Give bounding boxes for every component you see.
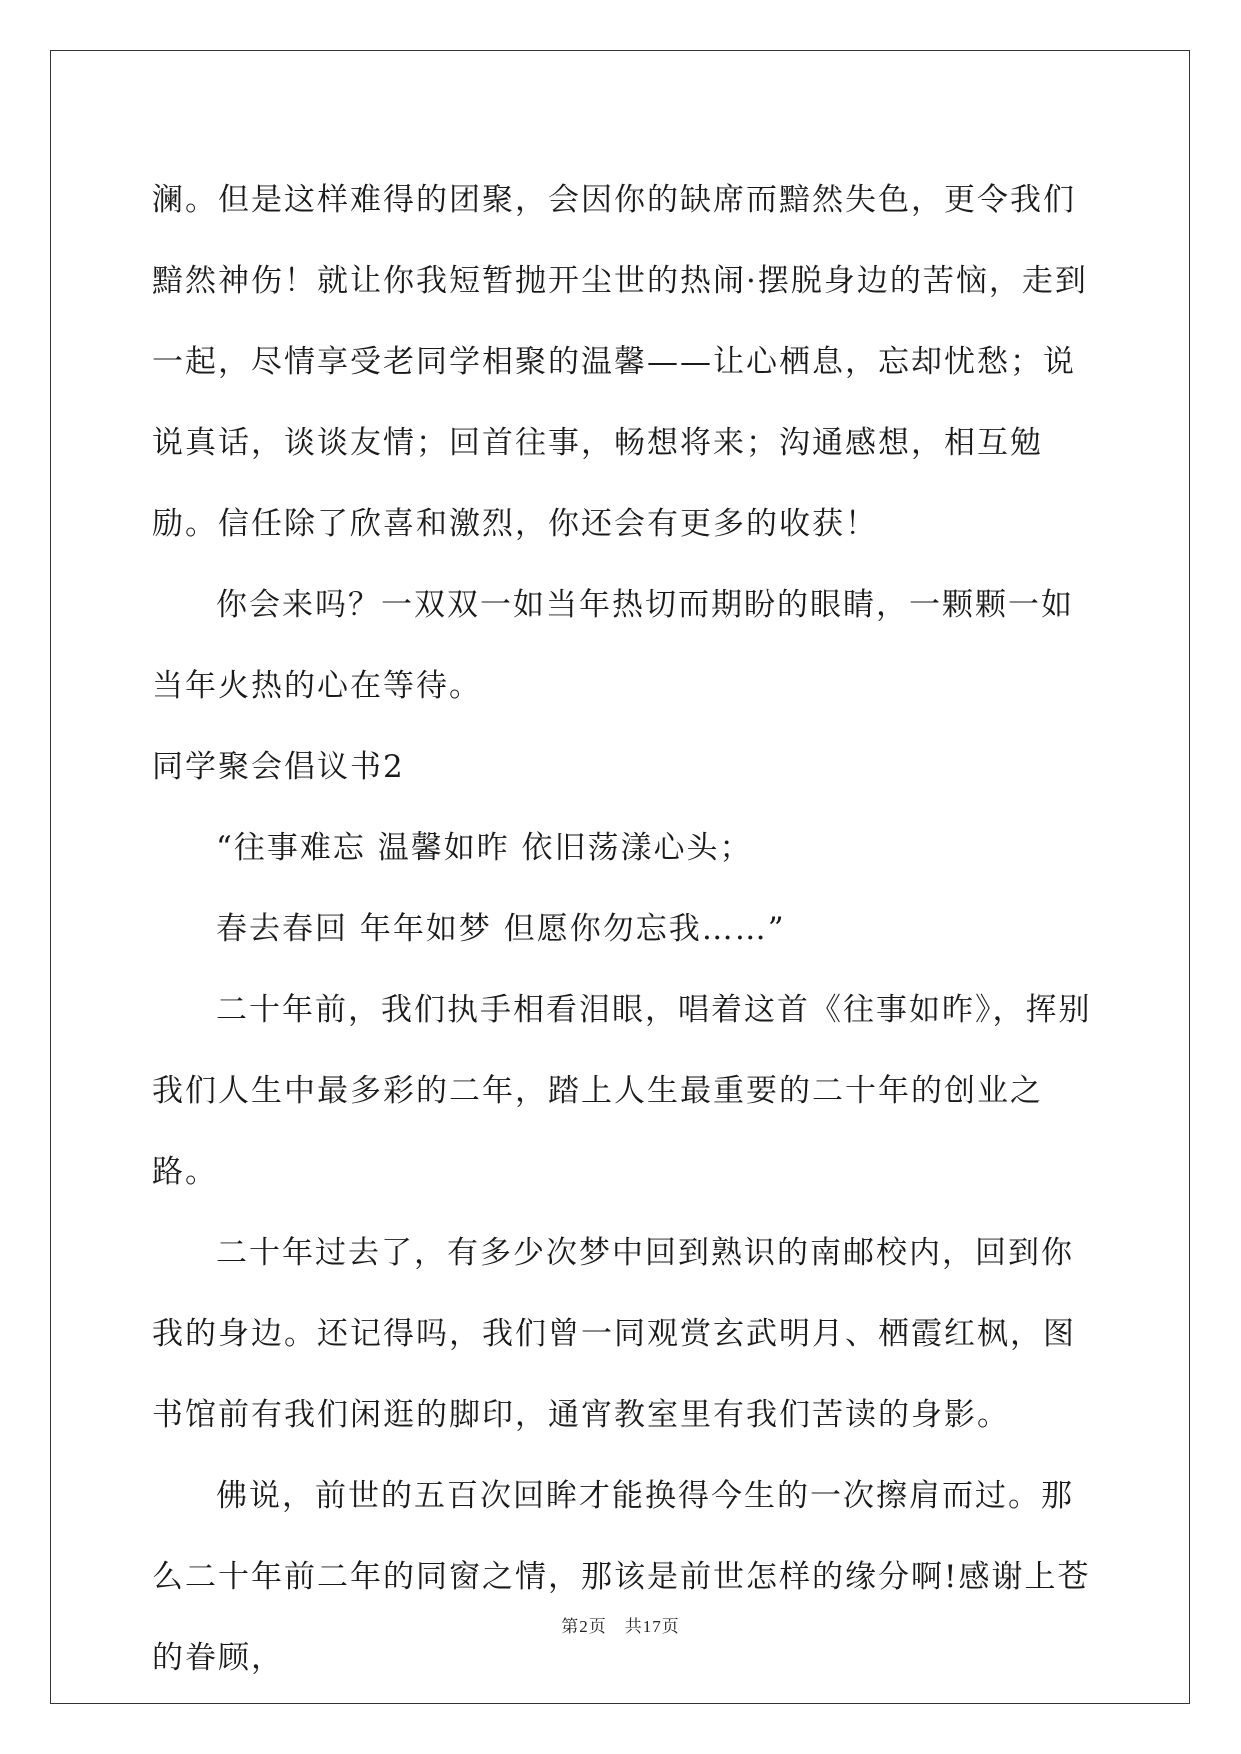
page-number-footer: 第2页 共17页 — [561, 1617, 680, 1636]
document-body — [152, 160, 1092, 1699]
section-heading: 同学聚会倡议书2 — [152, 749, 405, 785]
paragraph: 春去春回 年年如梦 但愿你勿忘我……” — [216, 911, 786, 947]
paragraph: 你会来吗？一双双一如当年热切而期盼的眼睛，一颗颗一如当年火热的心在等待。 — [152, 587, 1074, 704]
paragraph: “往事难忘 温馨如昨 依旧荡漾心头； — [216, 830, 753, 866]
paragraph: 佛说，前世的五百次回眸才能换得今生的一次擦肩而过。那么二十年前二年的同窗之情，那该是前世怎样的缘分啊!感谢上苍的眷顾， — [152, 1478, 1091, 1676]
paragraph: 澜。但是这样难得的团聚，会因你的缺席而黯然失色，更令我们黯然神伤！就让你我短暂抛开尘世的热闹·摆脱身边的苦恼，走到一起，尽情享受老同学相聚的温馨——让心栖息，忘却忧愁；说说真话，谈谈友情；回首往事，畅想将来；沟通感想，相互勉励。信任除了欣喜和激烈，你还会有更多的收获！ — [152, 182, 1088, 542]
paragraph: 二十年过去了，有多少次梦中回到熟识的南邮校内，回到你我的身边。还记得吗，我们曾一同观赏玄武明月、栖霞红枫，图书馆前有我们闲逛的脚印，通宵教室里有我们苦读的身影。 — [152, 1235, 1076, 1433]
paragraph: 二十年前，我们执手相看泪眼，唱着这首《往事如昨》，挥别我们人生中最多彩的二年，踏上人生最重要的二十年的创业之路。 — [152, 992, 1092, 1190]
